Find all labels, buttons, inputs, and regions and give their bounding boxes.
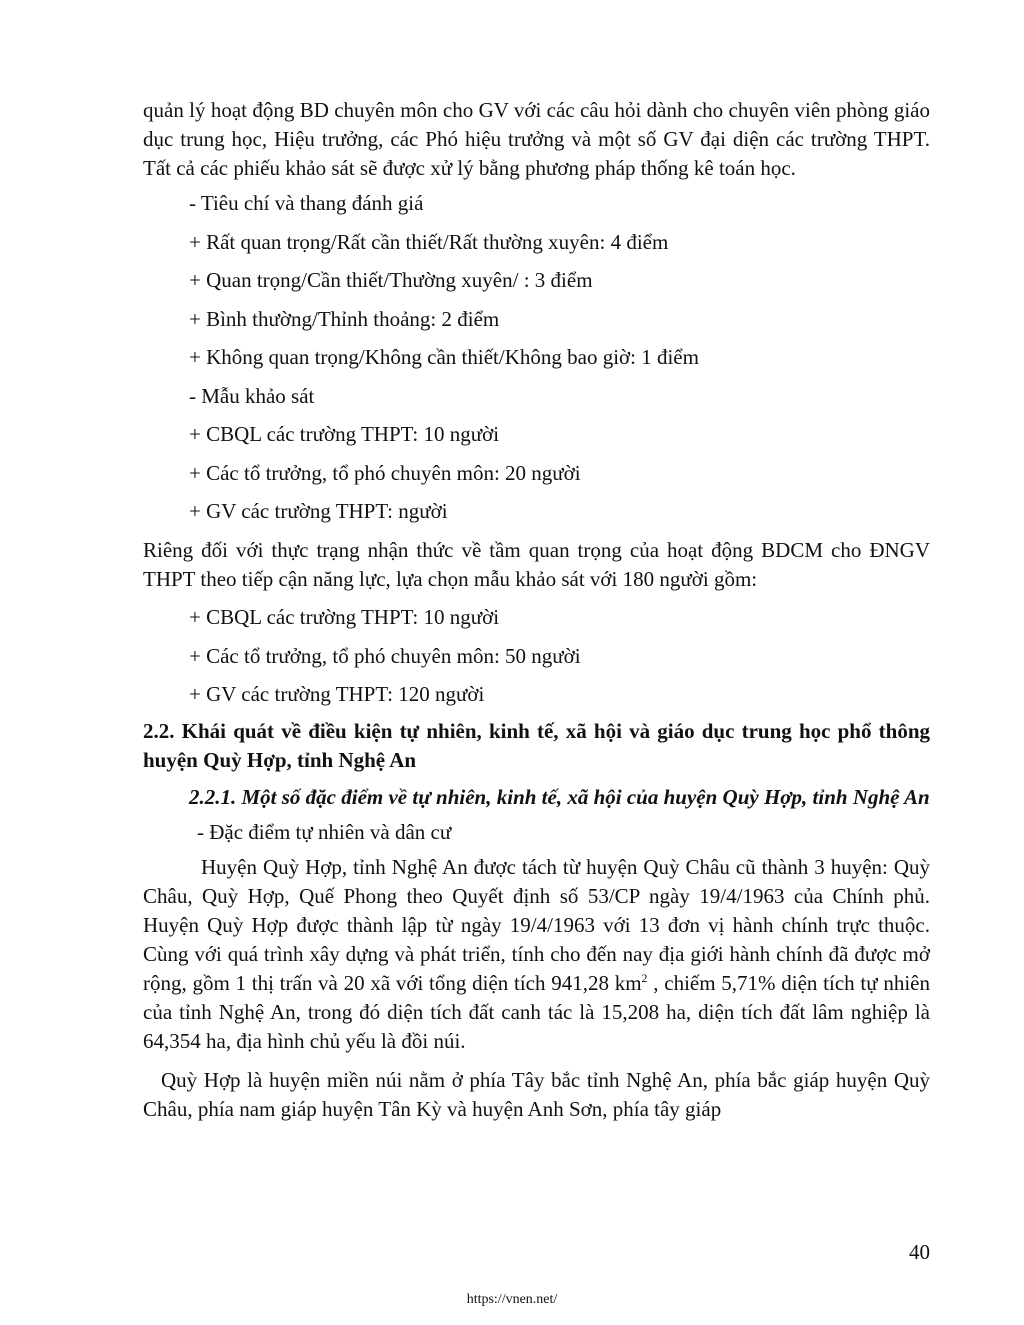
document-page	[143, 96, 930, 1124]
natural-title: - Đặc điểm tự nhiên và dân cư	[197, 820, 452, 844]
section-heading: 2.2. Khái quát về điều kiện tự nhiên, kinh tế, xã hội và giáo dục trung học phổ thông huyện Quỳ Hợp, tỉnh Nghệ An	[143, 719, 930, 772]
superscript-exponent: 2	[641, 971, 648, 985]
natural-paragraph	[143, 853, 930, 1056]
subsection-heading: 2.2.1. Một số đặc điểm về tự nhiên, kinh tế, xã hội của huyện Quỳ Hợp, tỉnh Nghệ An	[189, 785, 930, 809]
criteria-item: + Rất quan trọng/Rất cần thiết/Rất thường xuyên: 4 điểm	[189, 229, 669, 254]
sample-item: + CBQL các trường THPT: 10 người	[189, 422, 500, 446]
special-item: + CBQL các trường THPT: 10 người	[189, 605, 500, 629]
sample-item: + GV các trường THPT: người	[189, 499, 448, 523]
criteria-item: + Không quan trọng/Không cần thiết/Không bao giờ: 1 điểm	[189, 345, 699, 369]
sample-item: + Các tổ trưởng, tổ phó chuyên môn: 20 người	[189, 460, 581, 485]
natural-paragraph-part2: , chiếm 5,71% diện tích tự nhiên của tỉnh Nghệ An, trong đó diện tích đất canh tác là 15,208 ha, diện tích đất lâm nghiệp là 64,354 ha, địa hình chủ yếu là đồi núi.	[143, 971, 930, 1053]
criteria-item: + Bình thường/Thỉnh thoảng: 2 điểm	[189, 306, 500, 331]
sample-title: - Mẫu khảo sát	[189, 383, 315, 408]
footer-url[interactable]: https://vnen.net/	[466, 1292, 558, 1307]
special-item: + Các tổ trưởng, tổ phó chuyên môn: 50 người	[189, 643, 581, 668]
criteria-title: - Tiêu chí và thang đánh giá	[189, 191, 424, 215]
page-number: 40	[909, 1240, 930, 1264]
criteria-item: + Quan trọng/Cần thiết/Thường xuyên/ : 3 điểm	[189, 268, 593, 292]
location-paragraph: Quỳ Hợp là huyện miền núi nằm ở phía Tây bắc tỉnh Nghệ An, phía bắc giáp huyện Quỳ Châu, phía nam giáp huyện Tân Kỳ và huyện Anh Sơn, phía tây giáp	[143, 1068, 930, 1121]
special-paragraph: Riêng đối với thực trạng nhận thức về tầm quan trọng của hoạt động BDCM cho ĐNGV THPT theo tiếp cận năng lực, lựa chọn mẫu khảo sát với 180 người gồm:	[143, 537, 930, 591]
special-item: + GV các trường THPT: 120 người	[189, 682, 485, 706]
natural-paragraph-part1: Huyện Quỳ Hợp, tỉnh Nghệ An được tách từ huyện Quỳ Châu cũ thành 3 huyện: Quỳ Châu, Quỳ Hợp, Quế Phong theo Quyết định số 53/CP ngày 19/4/1963 của Chính phủ. Huyện Quỳ Hợp được thành lập từ ngày 19/4/1963 với 13 đơn vị hành chính trực thuộc. Cùng với quá trình xây dựng và phát triển, tính cho đến nay địa giới hành chính đã được mở rộng, gồm 1 thị trấn và 20 xã với tổng diện tích 941,28 km	[143, 855, 930, 995]
intro-paragraph: quản lý hoạt động BD chuyên môn cho GV với các câu hỏi dành cho chuyên viên phòng giáo dục trung học, Hiệu trưởng, các Phó hiệu trưởng và một số GV đại diện các trường THPT. Tất cả các phiếu khảo sát sẽ được xử lý bằng phương pháp thống kê toán học.	[143, 98, 930, 180]
